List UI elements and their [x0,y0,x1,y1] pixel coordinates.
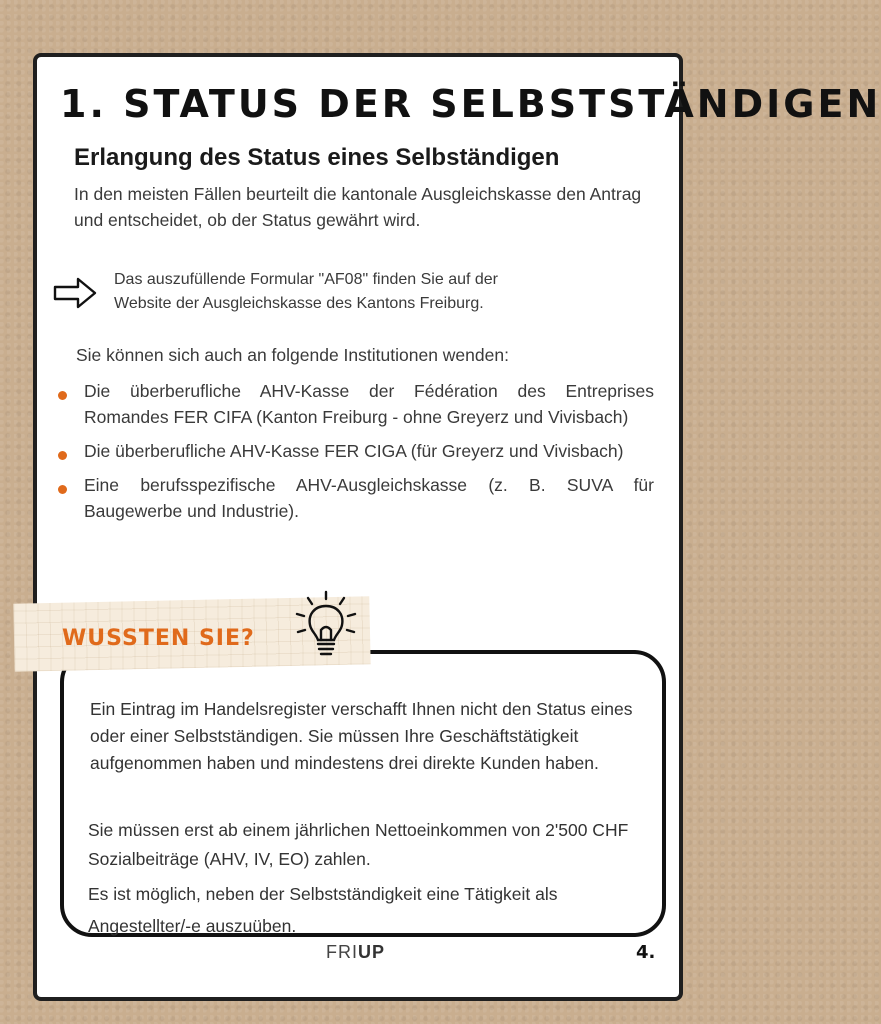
friup-logo [326,942,385,963]
page-number: 4. [636,942,656,963]
page-title: 1. STATUS DER SELBSTSTÄNDIGEN [60,82,881,126]
bullet-dot-icon [58,485,67,494]
intro-paragraph: In den meisten Fällen beurteilt die kantonale Ausgleichskasse den Antrag und entscheidet, ob der Status gewährt wird. [74,184,642,230]
info-paragraph-2: Sie müssen erst ab einem jährlichen Nettoeinkommen von 2'500 CHF Sozialbeiträge (AHV, IV, EO) zahlen. [88,819,629,869]
info-paragraph-3: Es ist möglich, neben der Selbstständigkeit eine Tätigkeit als Angestellter/-e auszuüben. [88,883,558,936]
list-item-text: Die überberufliche AHV-Kasse der Fédération des Entreprises Romandes FER CIFA (Kanton Freiburg - ohne Greyerz und Vivisbach) [84,381,654,427]
institutions-list [58,378,654,532]
form-note-line-1: Das auszufüllende Formular "AF08" finden Sie auf der [114,271,499,288]
form-note-line-2: Website der Ausgleichskasse des Kantons Freiburg. [114,295,484,312]
arrow-right-icon [52,276,98,310]
info-paragraph-1: Ein Eintrag im Handelsregister verschafft Ihnen nicht den Status eines oder einer Selbstständigen. Sie müssen Ihre Geschäftstätigkeit aufgenommen haben und mindestens drei direkte Kunden haben. [90,698,633,773]
list-item [58,438,654,464]
bullet-dot-icon [58,391,67,400]
logo-light-text: FRI [326,942,358,962]
list-item-text: Die überberufliche AHV-Kasse FER CIGA (für Greyerz und Vivisbach) [84,441,624,461]
bullet-dot-icon [58,451,67,460]
logo-bold-text: UP [358,942,386,962]
section-subtitle: Erlangung des Status eines Selbständigen [74,144,560,171]
lightbulb-icon [290,588,362,664]
list-item [58,472,654,524]
form-note-text [114,268,498,316]
list-item-text: Eine berufsspezifische AHV-Ausgleichskasse (z. B. SUVA für Baugewerbe und Industrie). [84,475,654,521]
list-item [58,378,654,430]
form-note [52,268,672,328]
institutions-intro: Sie können sich auch an folgende Institutionen wenden: [76,345,509,365]
did-you-know-label: WUSSTEN SIE? [62,626,255,651]
